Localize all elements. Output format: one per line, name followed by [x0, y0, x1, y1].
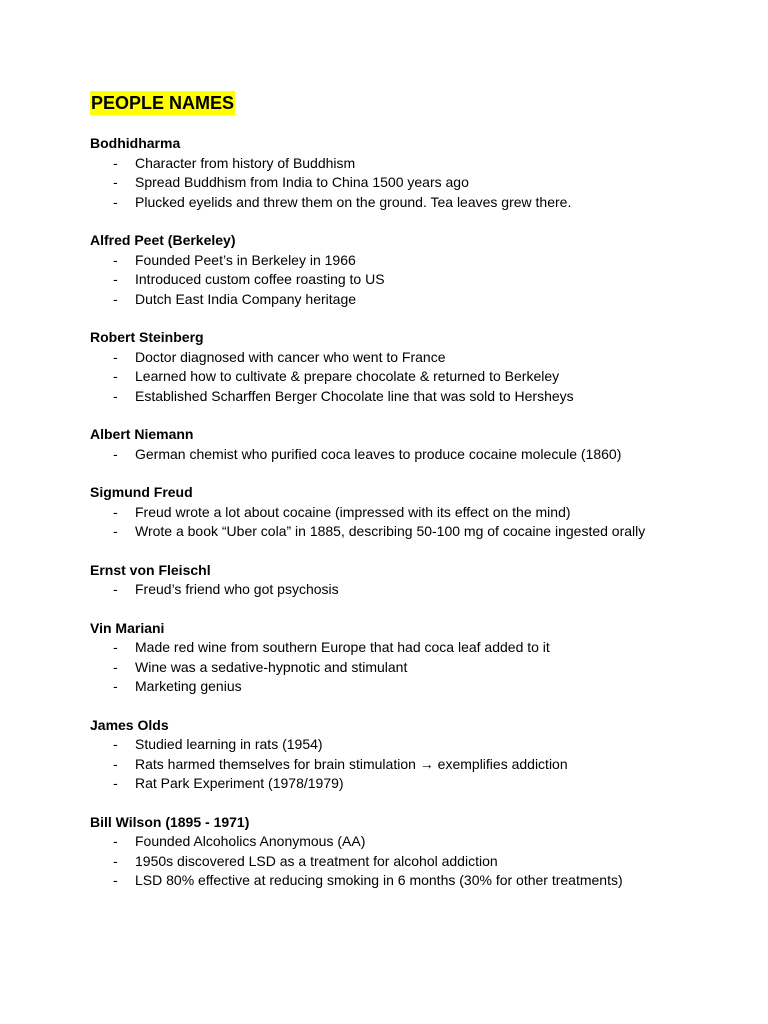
bullet-item	[90, 658, 768, 678]
bullet-dash: -	[113, 658, 118, 675]
bullet-text: Wrote a book “Uber cola” in 1885, describing 50-100 mg of cocaine ingested orally	[135, 523, 646, 539]
bullet-item	[90, 387, 768, 407]
bullet-text: Studied learning in rats (1954)	[135, 736, 323, 752]
bullet-dash: -	[113, 755, 118, 772]
bullet-item	[90, 774, 768, 794]
bullet-item	[90, 832, 768, 852]
person-section	[90, 231, 768, 309]
bullet-list	[90, 638, 768, 697]
bullet-item	[90, 503, 768, 523]
person-name-heading: Vin Mariani	[90, 619, 165, 636]
bullet-dash: -	[113, 581, 118, 597]
bullet-text: Doctor diagnosed with cancer who went to France	[135, 348, 446, 365]
person-name-heading: James Olds	[90, 716, 169, 733]
bullet-dash: -	[113, 251, 118, 268]
bullet-item	[90, 755, 768, 775]
person-name-heading: Albert Niemann	[90, 426, 194, 442]
bullet-list	[90, 503, 768, 542]
bullet-dash: -	[113, 833, 118, 849]
bullet-text: Rat Park Experiment (1978/1979)	[135, 775, 344, 791]
person-name-heading: Ernst von Fleischl	[90, 561, 211, 578]
bullet-item	[90, 348, 768, 368]
person-name-heading: Robert Steinberg	[90, 329, 204, 345]
bullet-text: Marketing genius	[135, 678, 242, 694]
bullet-list	[90, 580, 768, 600]
bullet-list	[90, 348, 768, 407]
bullet-text: Introduced custom coffee roasting to US	[135, 271, 385, 287]
bullet-text: Plucked eyelids and threw them on the ground. Tea leaves grew there.	[135, 193, 572, 210]
bullet-list	[90, 251, 768, 310]
bullet-dash: -	[113, 387, 118, 404]
bullet-text: LSD 80% effective at reducing smoking in 6 months (30% for other treatments)	[135, 872, 623, 888]
bullet-item	[90, 735, 768, 755]
bullet-item	[90, 193, 768, 213]
bullet-dash: -	[113, 368, 118, 384]
bullet-list	[90, 735, 768, 794]
person-section	[90, 813, 768, 891]
person-section	[90, 425, 768, 464]
bullet-text: German chemist who purified coca leaves to produce cocaine molecule (1860)	[135, 445, 622, 462]
bullet-dash: -	[113, 503, 118, 520]
bullet-dash: -	[113, 775, 118, 791]
bullet-item	[90, 367, 768, 387]
bullet-text: Dutch East India Company heritage	[135, 290, 357, 307]
bullet-item	[90, 445, 768, 465]
sections-container	[90, 134, 768, 891]
person-section	[90, 328, 768, 406]
bullet-list	[90, 832, 768, 891]
person-section	[90, 619, 768, 697]
person-name-heading: Alfred Peet (Berkeley)	[90, 232, 236, 248]
bullet-dash: -	[113, 348, 118, 365]
bullet-text: Established Scharffen Berger Chocolate line that was sold to Hersheys	[135, 387, 574, 404]
person-section	[90, 561, 768, 600]
bullet-dash: -	[113, 271, 118, 287]
bullet-dash: -	[113, 193, 118, 210]
bullet-item	[90, 871, 768, 891]
person-section	[90, 134, 768, 212]
bullet-item	[90, 154, 768, 174]
bullet-item	[90, 852, 768, 872]
bullet-dash: -	[113, 852, 118, 869]
bullet-item	[90, 677, 768, 697]
bullet-item	[90, 251, 768, 271]
bullet-dash: -	[113, 523, 118, 539]
bullet-item	[90, 290, 768, 310]
bullet-text: Freud wrote a lot about cocaine (impressed with its effect on the mind)	[135, 503, 571, 520]
bullet-item	[90, 173, 768, 193]
bullet-text: Made red wine from southern Europe that had coca leaf added to it	[135, 639, 550, 655]
bullet-text: Learned how to cultivate & prepare chocolate & returned to Berkeley	[135, 368, 560, 384]
person-section	[90, 483, 768, 542]
bullet-text: Founded Peet’s in Berkeley in 1966	[135, 251, 356, 268]
person-name-heading: Bodhidharma	[90, 135, 181, 151]
bullet-text: Wine was a sedative-hypnotic and stimulant	[135, 658, 408, 675]
bullet-dash: -	[113, 872, 118, 888]
bullet-list	[90, 445, 768, 465]
bullet-text: Rats harmed themselves for brain stimulation → exemplifies addiction	[135, 755, 568, 772]
bullet-text: Freud’s friend who got psychosis	[135, 581, 339, 597]
bullet-dash: -	[113, 290, 118, 307]
bullet-dash: -	[113, 174, 118, 190]
person-name-heading: Sigmund Freud	[90, 484, 193, 500]
bullet-dash: -	[113, 445, 118, 462]
bullet-list	[90, 154, 768, 213]
person-section	[90, 716, 768, 794]
bullet-dash: -	[113, 678, 118, 694]
bullet-dash: -	[113, 154, 118, 171]
bullet-text: Character from history of Buddhism	[135, 154, 356, 171]
bullet-text: Spread Buddhism from India to China 1500 years ago	[135, 174, 469, 190]
bullet-item	[90, 638, 768, 658]
page-title: PEOPLE NAMES	[91, 93, 235, 113]
bullet-dash: -	[113, 736, 118, 752]
bullet-item	[90, 580, 768, 600]
bullet-dash: -	[113, 639, 118, 655]
bullet-item	[90, 270, 768, 290]
person-name-heading: Bill Wilson (1895 - 1971)	[90, 813, 250, 830]
bullet-item	[90, 522, 768, 542]
bullet-text: 1950s discovered LSD as a treatment for alcohol addiction	[135, 852, 498, 869]
bullet-text: Founded Alcoholics Anonymous (AA)	[135, 833, 366, 849]
